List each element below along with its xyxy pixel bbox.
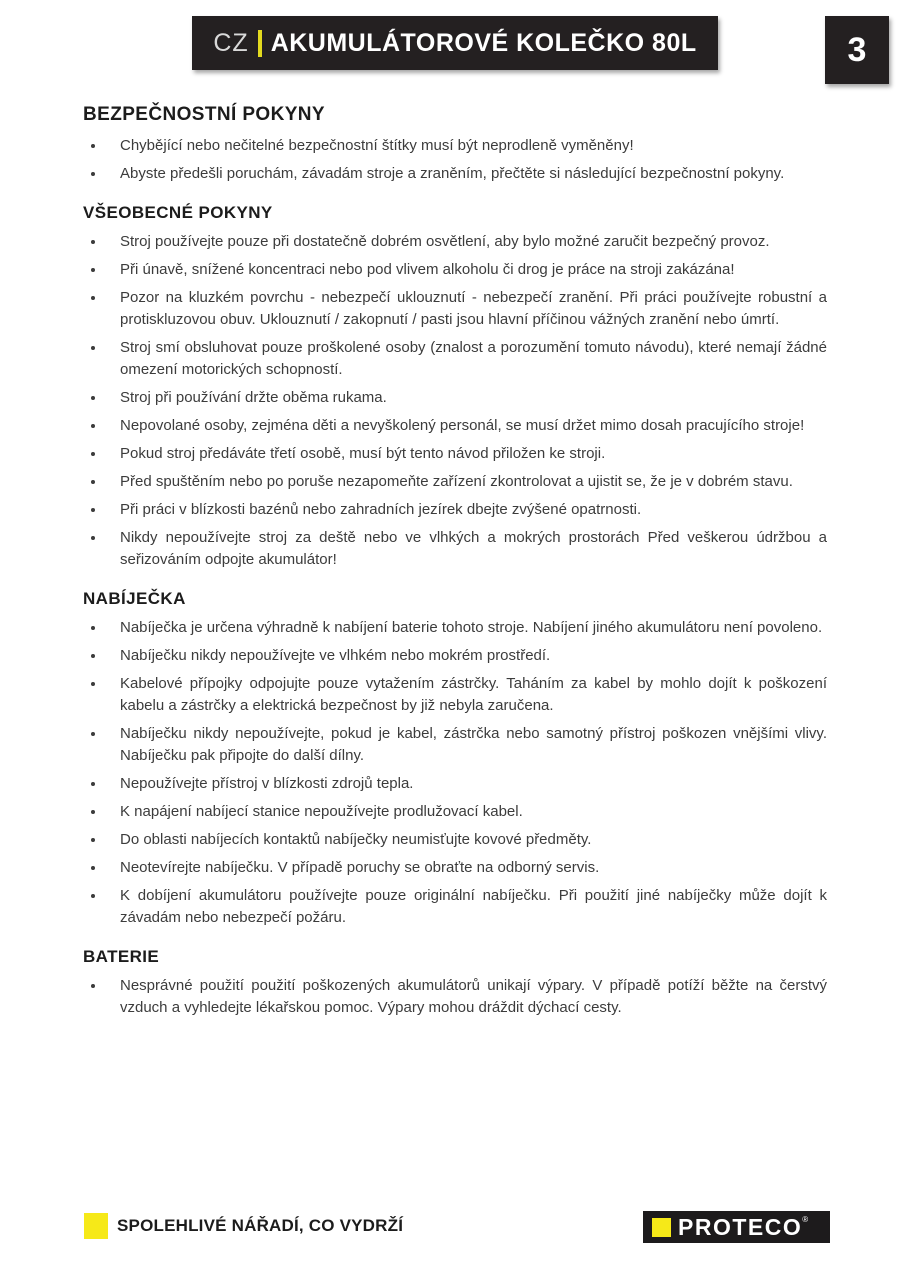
bullet-list [83,135,827,185]
tagline-yellow-square-icon [84,1213,108,1239]
bullet-item: K dobíjení akumulátoru používejte pouze originální nabíječku. Při použití jiné nabíječky může dojít k závadám nebo nebezpečí požáru. [83,885,827,929]
bullet-item: Stroj používejte pouze při dostatečně dobrém osvětlení, aby bylo možné zaručit bezpečný provoz. [83,231,827,253]
proteco-brand-text: PROTECO [678,1213,803,1240]
bullet-item: Nabíječku nikdy nepoužívejte, pokud je kabel, zástrčka nebo samotný přístroj poškozen vnějšími vlivy. Nabíječku pak připojte do další dílny. [83,723,827,767]
title-separator-bar-icon [258,30,262,57]
bullet-item: Při únavě, snížené koncentraci nebo pod vlivem alkoholu či drog je práce na stroji zakázána! [83,259,827,281]
bullet-item: Chybějící nebo nečitelné bezpečnostní štítky musí být neprodleně vyměněny! [83,135,827,157]
language-label: CZ [213,28,249,57]
bullet-item: Pokud stroj předáváte třetí osobě, musí být tento návod přiložen ke stroji. [83,443,827,465]
heading-bezpecnostni-pokyny: BEZPEČNOSTNÍ POKYNY [83,104,325,125]
bullet-item: Neotevírejte nabíječku. V případě poruchy se obraťte na odborný servis. [83,857,827,879]
section-bezpecnostni-pokyny [83,104,827,185]
proteco-logo-square-icon [652,1218,671,1237]
bullet-item: K napájení nabíjecí stanice nepoužívejte prodlužovací kabel. [83,801,827,823]
bullet-item: Nabíječku nikdy nepoužívejte ve vlhkém nebo mokrém prostředí. [83,645,827,667]
bullet-item: Pozor na kluzkém povrchu - nebezpečí uklouznutí - nebezpečí zranění. Při práci používejte robustní a protiskluzovou obuv. Uklouznutí / zakopnutí / pasti jsou hlavní příčinou vážných zranění nebo úmrtí. [83,287,827,331]
bullet-item: Stroj smí obsluhovat pouze proškolené osoby (znalost a porozumění tomuto návodu), které nemají žádné omezení motorických schopností. [83,337,827,381]
bullet-item: Kabelové přípojky odpojujte pouze vytažením zástrčky. Taháním za kabel by mohlo dojít k poškození kabelu a zástrčky a elektrická bezpečnost by již nebyla zaručena. [83,673,827,717]
registered-trademark-icon: ® [802,1215,809,1224]
bullet-item: Abyste předešli poruchám, závadám stroje a zraněním, přečtěte si následující bezpečnostní pokyny. [83,163,827,185]
bullet-list [83,617,827,929]
header-bar [192,16,718,70]
bullet-item: Před spuštěním nebo po poruše nezapomeňte zařízení zkontrolovat a ujistit se, že je v dobrém stavu. [83,471,827,493]
footer-tagline: SPOLEHLIVÉ NÁŘADÍ, CO VYDRŽÍ [117,1216,404,1235]
section-nabijecka [83,589,827,929]
document-title: AKUMULÁTOROVÉ KOLEČKO 80L [270,28,697,57]
bullet-list [83,231,827,571]
bullet-item: Nabíječka je určena výhradně k nabíjení baterie tohoto stroje. Nabíjení jiného akumulátoru není povoleno. [83,617,827,639]
footer-tagline-group [84,1213,403,1239]
bullet-item: Nesprávné použití použití poškozených akumulátorů unikají výpary. V případě potíží běžte na čerstvý vzduch a vyhledejte lékařskou pomoc. Výpary mohou dráždit dýchací cesty. [83,975,827,1019]
heading-vseobecne-pokyny: VŠEOBECNÉ POKYNY [83,203,273,222]
heading-baterie: BATERIE [83,947,160,966]
heading-nabijecka: NABÍJEČKA [83,589,186,608]
bullet-item: Při práci v blízkosti bazénů nebo zahradních jezírek dbejte zvýšené opatrnosti. [83,499,827,521]
bullet-item: Nepovolané osoby, zejména děti a nevyškolený personál, se musí držet mimo dosah pracujícího stroje! [83,415,827,437]
section-vseobecne-pokyny [83,203,827,571]
bullet-item: Nepoužívejte přístroj v blízkosti zdrojů tepla. [83,773,827,795]
bullet-item: Do oblasti nabíjecích kontaktů nabíječky neumisťujte kovové předměty. [83,829,827,851]
page-number-badge: 3 [825,16,889,84]
bullet-list [83,975,827,1019]
content-area [83,104,827,1025]
section-baterie [83,947,827,1019]
proteco-logo [643,1211,830,1243]
bullet-item: Stroj při používání držte oběma rukama. [83,387,827,409]
bullet-item: Nikdy nepoužívejte stroj za deště nebo ve vlhkých a mokrých prostorách Před veškerou údržbou a seřizováním odpojte akumulátor! [83,527,827,571]
